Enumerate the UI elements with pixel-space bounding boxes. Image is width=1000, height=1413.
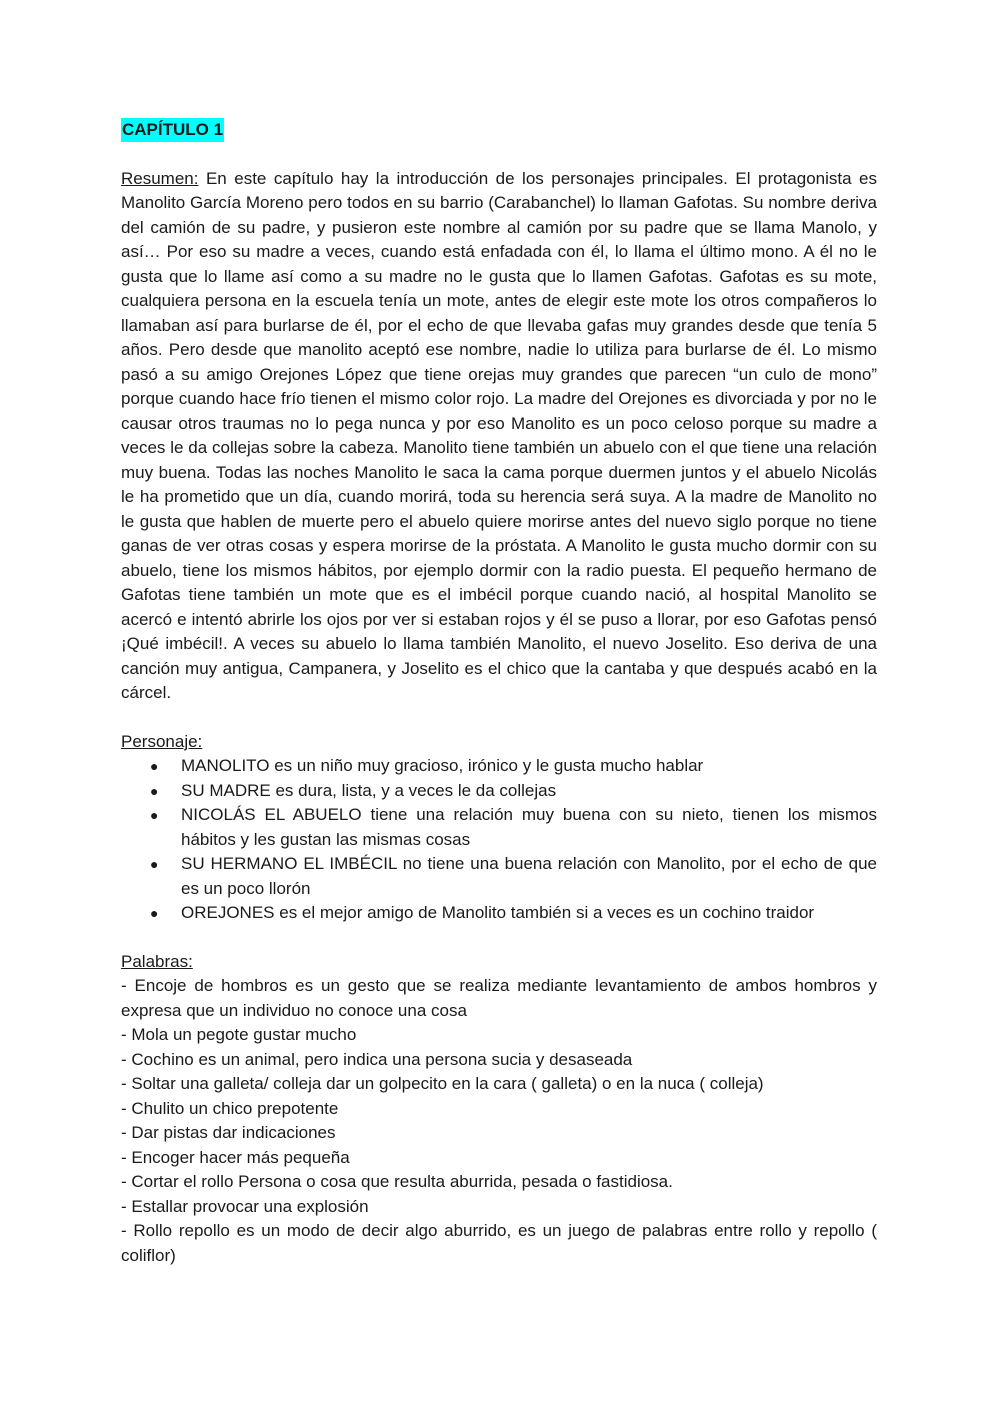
list-item: - Encoje de hombros es un gesto que se realiza mediante levantamiento de ambos hombros y expresa que un individuo no conoce una cosa	[121, 976, 877, 1020]
character-text: SU MADRE es dura, lista, y a veces le da collejas	[181, 780, 557, 800]
list-item	[121, 754, 877, 779]
list-item	[121, 803, 877, 852]
characters-list	[121, 754, 877, 926]
list-item: - Dar pistas dar indicaciones	[121, 1123, 336, 1142]
summary-paragraph	[121, 167, 877, 706]
document-page	[121, 118, 877, 1268]
list-item: - Mola un pegote gustar mucho	[121, 1025, 357, 1044]
character-text: MANOLITO es un niño muy gracioso, irónico y le gusta mucho hablar	[181, 756, 704, 775]
bullet-icon: ●	[150, 758, 159, 774]
list-item	[121, 779, 877, 804]
list-item: - Encoger hacer más pequeña	[121, 1147, 350, 1167]
bullet-icon: ●	[150, 782, 159, 799]
words-list	[121, 974, 877, 1268]
list-item: - Estallar provocar una explosión	[121, 1196, 369, 1216]
words-heading: Palabras:	[121, 951, 193, 971]
characters-heading: Personaje:	[121, 731, 203, 751]
summary-text: En este capítulo hay la introducción de los personajes principales. El protagonista es Manolito García Moreno pero todos en su barrio (Carabanchel) lo llaman Gafotas. Su nombre deriva del camión de su padre, y pusieron este nombre al camión por su padre que se llama Manolo, y así… Por eso su madre a veces, cuando está enfadada con él, lo llama el último mono. A él no le gusta que lo llame así como a su madre no le gusta que lo llamen Gafotas. Gafotas es su mote, cualquiera persona en la escuela tenía un mote, antes de elegir este mote los otros compañeros lo llamaban así para burlarse de él, por el echo de que llevaba gafas muy grandes desde que tenía 5 años. Pero desde que manolito aceptó ese nombre, nadie lo utiliza para burlarse de él. Lo mismo pasó a su amigo Orejones López que tiene orejas muy grandes que parecen “un culo de mono” porque cuando hace frío tienen el mismo color rojo. La madre del Orejones es divorciada y por no le causar otros traumas no lo pega nunca y por eso Manolito es un poco celoso porque su madre a veces le da collejas sobre la cabeza. Manolito tiene también un abuelo con el que tiene una relación muy buena. Todas las noches Manolito le saca la cama porque duermen juntos y el abuelo Nicolás le ha prometido que un día, cuando morirá, toda su herencia será suya. A la madre de Manolito no le gusta que hablen de muerte pero el abuelo quiere morirse antes del nuevo siglo porque no tiene ganas de ver otras cosas y espera morirse de la próstata. A Manolito le gusta mucho dormir con su abuelo, tiene los mismos hábitos, por ejemplo dormir con la radio puesta. El pequeño hermano de Gafotas tiene también un mote que es el imbécil porque cuando nació, al hospital Manolito se acercó e intentó abrirle los ojos por ver si estaban rojos y él se puso a llorar, por eso Gafotas pensó ¡Qué imbécil!. A veces su abuelo lo llama también Manolito, el nuevo Joselito. Eso deriva de una canción muy antigua, Campanera, y Joselito es el chico que la cantaba y que después acabó en la cárcel.	[121, 168, 877, 702]
character-text: OREJONES es el mejor amigo de Manolito también si a veces es un cochino traidor	[181, 903, 815, 922]
list-item	[121, 901, 877, 926]
character-text: SU HERMANO EL IMBÉCIL no tiene una buena relación con Manolito, por el echo de que es un poco llorón	[181, 854, 877, 898]
summary-label: Resumen:	[121, 168, 199, 188]
bullet-icon: ●	[150, 905, 159, 921]
bullet-icon: ●	[150, 856, 159, 872]
chapter-title-highlight: CAPÍTULO 1	[121, 118, 224, 142]
character-text: NICOLÁS EL ABUELO tiene una relación muy buena con su nieto, tienen los mismos hábitos y les gustan las mismas cosas	[181, 805, 877, 849]
list-item: - Soltar una galleta/ colleja dar un golpecito en la cara ( galleta) o en la nuca ( colleja)	[121, 1074, 764, 1093]
chapter-title	[121, 118, 877, 143]
list-item: - Cortar el rollo Persona o cosa que resulta aburrida, pesada o fastidiosa.	[121, 1172, 673, 1191]
list-item: - Chulito un chico prepotente	[121, 1098, 339, 1118]
list-item	[121, 852, 877, 901]
list-item: - Cochino es un animal, pero indica una persona sucia y desaseada	[121, 1049, 633, 1069]
list-item: - Rollo repollo es un modo de decir algo aburrido, es un juego de palabras entre rollo y repollo ( coliflor)	[121, 1221, 877, 1265]
bullet-icon: ●	[150, 807, 159, 823]
